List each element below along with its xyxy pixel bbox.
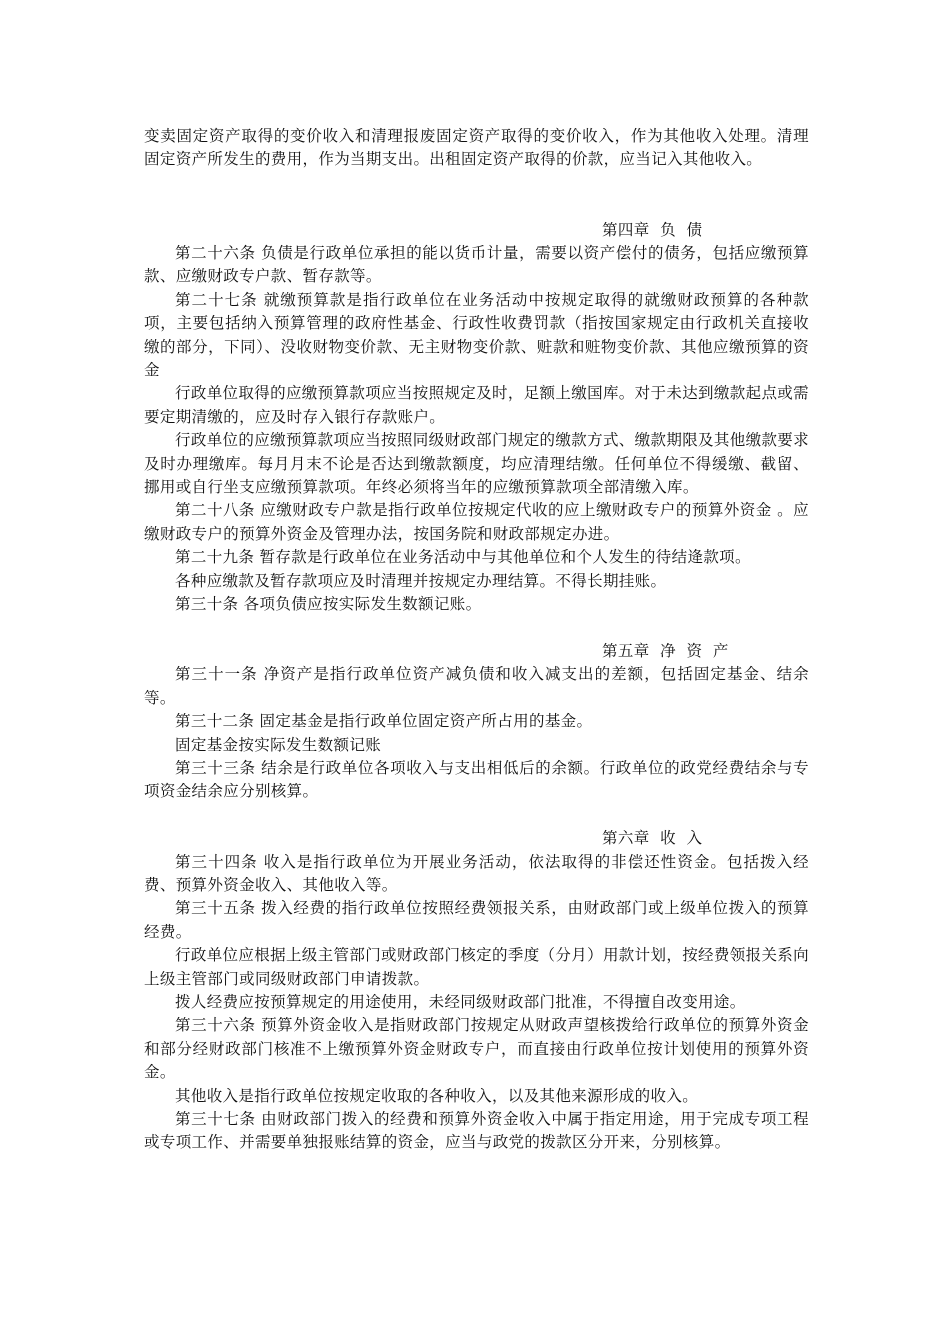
- article-35-para-2: 行政单位应根据上级主管部门或财政部门核定的季度（分月）用款计划，按经费领报关系向上级主管部门或同级财政部门申请拨款。: [144, 946, 810, 988]
- chapter-6-heading: 第六章 收 入: [602, 829, 703, 848]
- article-27-para-3: 行政单位的应缴预算款项应当按照同级财政部门规定的缴款方式、缴款期限及其他缴款要求及时办理缴库。每月月末不论是否达到缴款额度，均应清理结缴。任何单位不得缓缴、截留、挪用或自行坐支应缴预算款项。年终必须将当年的应缴预算款项全部清缴入库。: [144, 431, 810, 497]
- intro-paragraph: 变卖固定资产取得的变价收入和清理报废固定资产取得的变价收入，作为其他收入处理。清理固定资产所发生的费用，作为当期支出。出租固定资产取得的价款，应当记入其他收入。: [144, 127, 809, 169]
- chapter-4-heading: 第四章 负 债: [602, 220, 703, 239]
- spacer: [144, 172, 809, 195]
- article-33: 第三十三条 结余是行政单位各项收入与支出相低后的余额。行政单位的政党经费结余与专项资金结余应分别核算。: [144, 758, 809, 801]
- article-35-para-3: 拨人经费应按预算规定的用途使用，未经同级财政部门批准，不得擅自改变用途。: [175, 992, 746, 1011]
- article-27: 第二十七条 就缴预算款是指行政单位在业务活动中按规定取得的就缴财政预算的各种款项，主要包括纳入预算管理的政府性基金、行政性收费罚款（指按国家规定由行政机关直接收缴的部分，下同）、没收财物变价款、无主财物变价款、赃款和赃物变价款、其他应缴预算的资金: [144, 290, 809, 380]
- article-26: 第二十六条 负债是行政单位承担的能以货币计量，需要以资产偿付的债务，包括应缴预算款、应缴财政专户款、暂存款等。: [144, 244, 809, 286]
- article-37: 第三十七条 由财政部门拨入的经费和预算外资金收入中属于指定用途，用于完成专项工程或专项工作、并需要单独报账结算的资金，应当与政党的拨款区分开来，分别核算。: [144, 1110, 809, 1152]
- article-34: 第三十四条 收入是指行政单位为开展业务活动，依法取得的非偿还性资金。包括拨入经费、预算外资金收入、其他收入等。: [144, 852, 809, 894]
- article-29-para-2: 各种应缴款及暂存款项应及时清理并按规定办理结算。不得长期挂账。: [175, 571, 667, 590]
- article-30: 第三十条 各项负债应按实际发生数额记账。: [175, 595, 482, 614]
- article-28: 第二十八条 应缴财政专户款是指行政单位按规定代收的应上缴财政专户的预算外资金 。应缴财政专户的预算外资金及管理办法，按国务院和财政部规定办进。: [144, 501, 809, 543]
- article-32: 第三十二条 固定基金是指行政单位固定资产所占用的基金。: [175, 712, 593, 731]
- document-page: [144, 125, 809, 1155]
- spacer: [144, 195, 809, 218]
- article-29: 第二十九条 暂存款是行政单位在业务活动中与其他单位和个人发生的待结逄款项。: [175, 548, 751, 567]
- spacer: [144, 804, 809, 827]
- article-32-para-2: 固定基金按实际发生数额记账: [175, 735, 382, 754]
- article-36-para-2: 其他收入是指行政单位按规定收取的各种收入，以及其他来源形成的收入。: [175, 1086, 699, 1105]
- article-31: 第三十一条 净资产是指行政单位资产减负债和收入减支出的差额，包括固定基金、结余等。: [144, 665, 809, 707]
- article-27-para-2: 行政单位取得的应缴预算款项应当按照规定及时，足额上缴国库。对于未达到缴款起点或需要定期清缴的，应及时存入银行存款账户。: [144, 384, 810, 426]
- article-36: 第三十六条 预算外资金收入是指财政部门按规定从财政声望核拨给行政单位的预算外资金和部分经财政部门核准不上缴预算外资金财政专户，而直接由行政单位按计划使用的预算外资金。: [144, 1016, 809, 1082]
- chapter-5-heading: 第五章 净 资 产: [602, 641, 729, 660]
- spacer: [144, 617, 809, 640]
- article-35: 第三十五条 拨入经费的指行政单位按照经费领报关系，由财政部门或上级单位拨入的预算经费。: [144, 899, 809, 941]
